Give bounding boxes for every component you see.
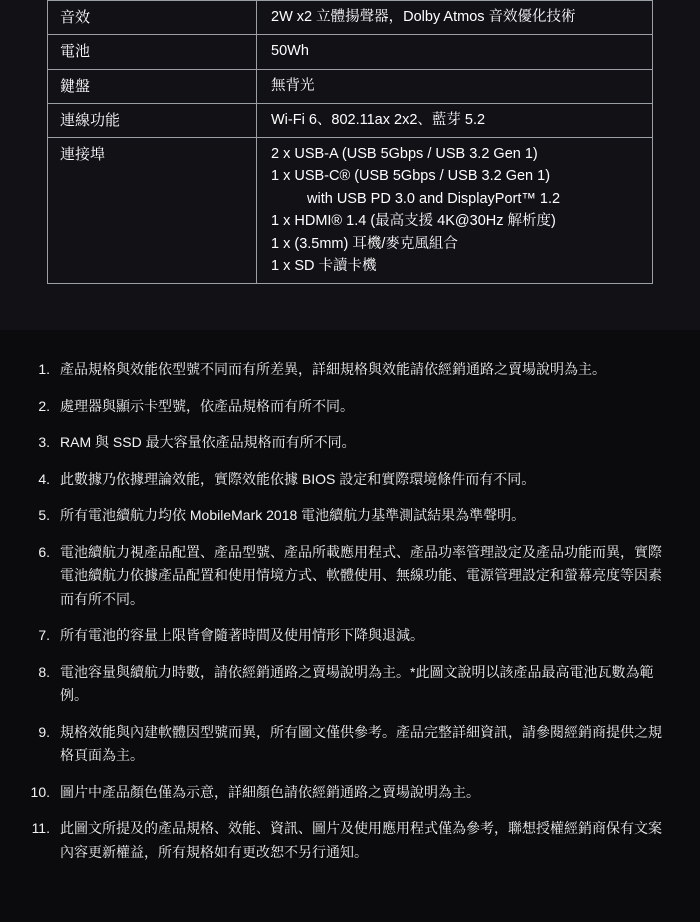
footnote-number: 9.	[38, 723, 50, 740]
list-item	[30, 431, 670, 455]
port-line-sd-reader: 1 x SD 卡讀卡機	[271, 258, 377, 275]
spec-value-audio: 2W x2 立體揚聲器，Dolby Atmos 音效優化技術	[257, 1, 653, 35]
list-item	[30, 817, 670, 864]
list-item	[30, 661, 670, 708]
footnote-text: 規格效能與內建軟體因型號而異，所有圖文僅供參考。產品完整詳細資訊，請參閱經銷商提供之規格頁面為主。	[60, 723, 662, 764]
list-item	[30, 624, 670, 648]
spec-label-connectivity: 連線功能	[48, 103, 257, 137]
specification-table	[47, 0, 653, 284]
port-line-usb-a: 2 x USB-A (USB 5Gbps / USB 3.2 Gen 1)	[271, 146, 538, 162]
footnote-text: 圖片中產品顏色僅為示意，詳細顏色請依經銷通路之賣場說明為主。	[60, 783, 480, 800]
footnote-text: 產品規格與效能依型號不同而有所差異，詳細規格與效能請依經銷通路之賣場說明為主。	[60, 361, 606, 377]
list-item	[30, 468, 670, 492]
table-row	[48, 103, 653, 137]
table-row	[48, 138, 653, 284]
list-item	[30, 504, 670, 528]
footnote-number: 5.	[38, 507, 50, 524]
footnote-text: 此圖文所提及的產品規格、效能、資訊、圖片及使用應用程式僅為參考，聯想授權經銷商保有文案內容更新權益，所有規格如有更改恕不另行通知。	[60, 820, 662, 860]
spec-label-keyboard: 鍵盤	[48, 69, 257, 103]
port-line-usb-c-detail: with USB PD 3.0 and DisplayPort™ 1.2	[307, 190, 561, 207]
spec-label-battery: 電池	[48, 35, 257, 69]
footnote-number: 7.	[38, 627, 50, 644]
footnote-text: 電池容量與續航力時數，請依經銷通路之賣場說明為主。*此圖文說明以該產品最高電池瓦數為範例。	[60, 663, 654, 704]
footnote-number: 1.	[38, 361, 50, 377]
spec-value-battery: 50Wh	[257, 35, 653, 69]
port-line-audio-jack: 1 x (3.5mm) 耳機/麥克風組合	[271, 235, 458, 252]
footnote-text: 所有電池續航力均依 MobileMark 2018 電池續航力基準測試結果為準聲明。	[60, 507, 526, 524]
footnotes-section	[0, 330, 700, 864]
spec-value-keyboard: 無背光	[257, 69, 653, 103]
footnote-text: 此數據乃依據理論效能，實際效能依據 BIOS 設定和實際環境條件而有不同。	[60, 470, 536, 487]
list-item	[30, 395, 670, 419]
footnote-list	[30, 358, 670, 864]
spec-value-connectivity: Wi-Fi 6、802.11ax 2x2、藍芽 5.2	[257, 103, 653, 137]
table-row	[48, 35, 653, 69]
spec-value-ports	[257, 138, 653, 284]
specification-table-body	[48, 1, 653, 284]
footnote-number: 3.	[38, 434, 50, 451]
footnote-number: 11.	[31, 820, 50, 837]
port-line-hdmi: 1 x HDMI® 1.4 (最高支援 4K@30Hz 解析度)	[271, 213, 556, 230]
footnote-text: 所有電池的容量上限皆會隨著時間及使用情形下降與退減。	[60, 627, 424, 644]
footnote-text: RAM 與 SSD 最大容量依產品規格而有所不同。	[60, 434, 356, 451]
table-row	[48, 1, 653, 35]
table-row	[48, 69, 653, 103]
footnote-text: 電池續航力視產品配置、產品型號、產品所載應用程式、產品功率管理設定及產品功能而異，實際電池續航力依據產品配置和使用情境方式、軟體使用、無線功能、電源管理設定和螢幕亮度等因素而有所不同。	[60, 543, 662, 607]
footnote-number: 4.	[38, 470, 50, 487]
footnote-number: 10.	[30, 783, 50, 800]
port-line-usb-c: 1 x USB-C® (USB 5Gbps / USB 3.2 Gen 1)	[271, 168, 551, 185]
list-item	[30, 358, 670, 382]
list-item	[30, 781, 670, 805]
spec-label-audio: 音效	[48, 1, 257, 35]
spec-label-ports: 連接埠	[48, 138, 257, 284]
list-item	[30, 721, 670, 768]
specification-table-section	[0, 0, 700, 330]
footnote-number: 8.	[38, 663, 50, 680]
footnote-number: 2.	[38, 397, 50, 414]
footnote-text: 處理器與顯示卡型號，依產品規格而有所不同。	[60, 397, 354, 414]
list-item	[30, 541, 670, 612]
footnote-number: 6.	[38, 543, 50, 560]
